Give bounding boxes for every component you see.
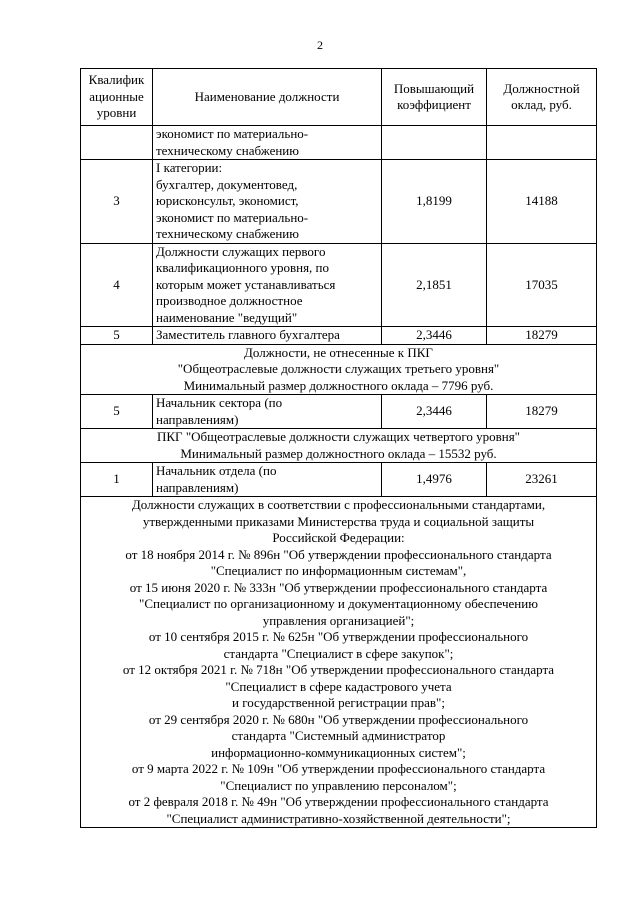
level-cell: 1 bbox=[81, 463, 153, 497]
coefficient-cell: 1,8199 bbox=[382, 160, 487, 244]
coefficient-cell: 2,1851 bbox=[382, 243, 487, 327]
table-row bbox=[81, 160, 597, 244]
group-header-row bbox=[81, 344, 597, 395]
header-salary: Должностной оклад, руб. bbox=[487, 69, 597, 126]
salary-cell: 14188 bbox=[487, 160, 597, 244]
coefficient-cell: 2,3446 bbox=[382, 395, 487, 429]
position-cell: Должности служащих первого квалификационного уровня, по которым может устанавливаться производное должностное наименование "ведущий" bbox=[153, 243, 382, 327]
level-cell: 3 bbox=[81, 160, 153, 244]
table-row bbox=[81, 395, 597, 429]
table-row bbox=[81, 243, 597, 327]
header-qualification-level: Квалифик ационные уровни bbox=[81, 69, 153, 126]
group-header-cell: Должности, не отнесенные к ПКГ "Общеотраслевые должности служащих третьего уровня" Минимальный размер должностного оклада – 7796 руб. bbox=[81, 344, 597, 395]
header-coefficient: Повышающий коэффициент bbox=[382, 69, 487, 126]
level-cell bbox=[81, 126, 153, 160]
level-cell: 5 bbox=[81, 395, 153, 429]
position-cell: Начальник сектора (по направлениям) bbox=[153, 395, 382, 429]
salary-cell: 23261 bbox=[487, 463, 597, 497]
position-cell: экономист по материально- техническому снабжению bbox=[153, 126, 382, 160]
position-cell: I категории: бухгалтер, документовед, юрисконсульт, экономист, экономист по материально- техническому снабжению bbox=[153, 160, 382, 244]
table-header-row bbox=[81, 69, 597, 126]
salary-cell: 17035 bbox=[487, 243, 597, 327]
group-header-cell: ПКГ "Общеотраслевые должности служащих четвертого уровня" Минимальный размер должностного оклада – 15532 руб. bbox=[81, 429, 597, 463]
salary-cell: 18279 bbox=[487, 395, 597, 429]
coefficient-cell: 1,4976 bbox=[382, 463, 487, 497]
professional-standards-cell: Должности служащих в соответствии с профессиональными стандартами, утвержденными приказами Министерства труда и социальной защиты Российской Федерации: от 18 ноября 2014 г. № 896н "Об утверждении профессионального стандарта "Специалист по информационным системам", от 15 июня 2020 г. № 333н "Об утверждении профессионального стандарта "Специалист по организационному и документационному обеспечению управления организацией"; от 10 сентября 2015 г. № 625н "Об утверждении профессионального стандарта "Специалист в сфере закупок"; от 12 октября 2021 г. № 718н "Об утверждении профессионального стандарта "Специалист в сфере кадастрового учета и государственной регистрации прав"; от 29 сентября 2020 г. № 680н "Об утверждении профессионального стандарта "Системный администратор информационно-коммуникационных систем"; от 9 марта 2022 г. № 109н "Об утверждении профессионального стандарта "Специалист по управлению персоналом"; от 2 февраля 2018 г. № 49н "Об утверждении профессионального стандарта "Специалист административно-хозяйственной деятельности"; bbox=[81, 497, 597, 828]
coefficient-cell bbox=[382, 126, 487, 160]
salary-table bbox=[80, 68, 597, 828]
table-row bbox=[81, 126, 597, 160]
header-position-name: Наименование должности bbox=[153, 69, 382, 126]
position-cell: Начальник отдела (по направлениям) bbox=[153, 463, 382, 497]
salary-cell bbox=[487, 126, 597, 160]
level-cell: 5 bbox=[81, 327, 153, 345]
position-cell: Заместитель главного бухгалтера bbox=[153, 327, 382, 345]
table-row bbox=[81, 327, 597, 345]
salary-cell: 18279 bbox=[487, 327, 597, 345]
coefficient-cell: 2,3446 bbox=[382, 327, 487, 345]
level-cell: 4 bbox=[81, 243, 153, 327]
page-number: 2 bbox=[317, 38, 323, 52]
table-row bbox=[81, 463, 597, 497]
group-header-row bbox=[81, 497, 597, 828]
group-header-row bbox=[81, 429, 597, 463]
